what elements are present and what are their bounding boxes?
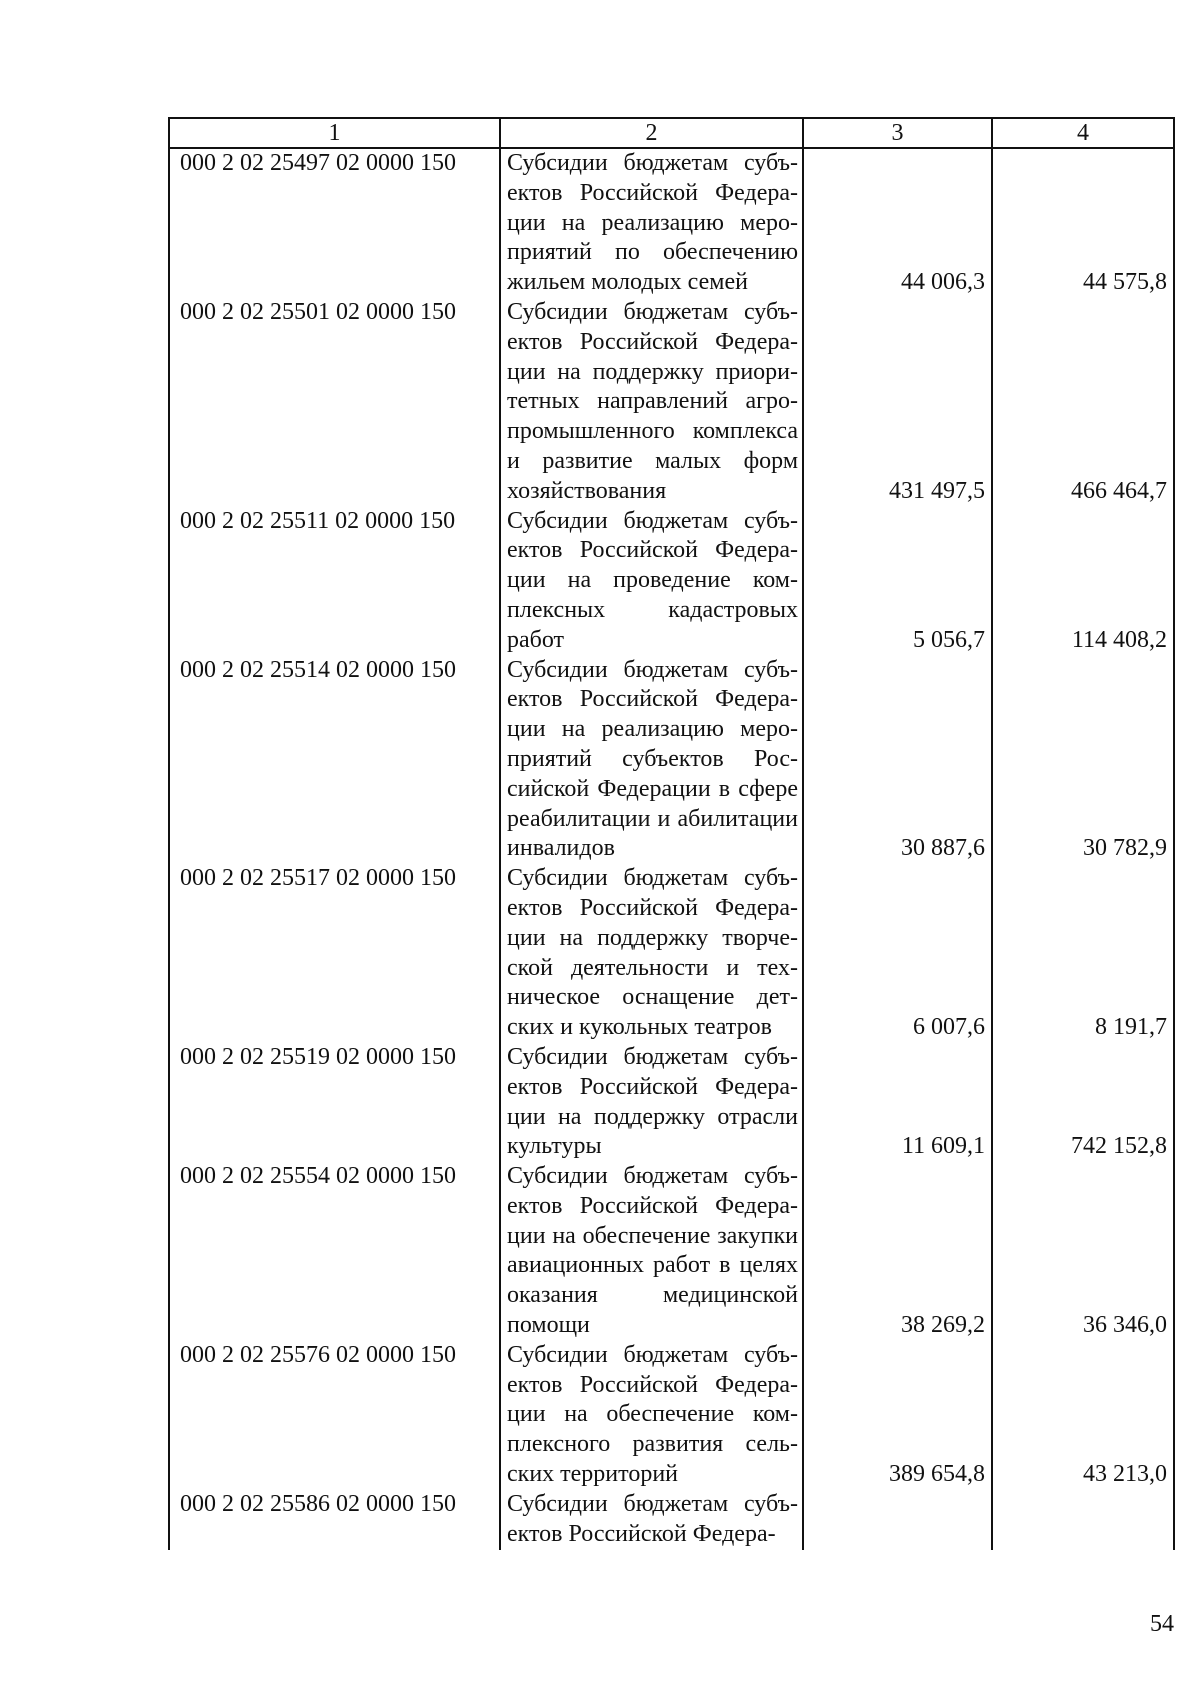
amount-col-3: 6 007,6: [803, 864, 992, 1043]
item-description: Субсидии бюджетам субъектов Российской Федерации на реализацию мероприятий субъектов Российской Федерации в сфере реабилитации и абилитации инвалидов: [500, 656, 803, 865]
budget-code: 000 2 02 25576 02 0000 150: [169, 1341, 500, 1490]
page-number: 54: [1150, 1611, 1174, 1637]
header-col-4: 4: [992, 118, 1174, 148]
budget-code: 000 2 02 25554 02 0000 150: [169, 1162, 500, 1341]
budget-code: 000 2 02 25501 02 0000 150: [169, 298, 500, 507]
table-row: [169, 656, 1174, 865]
budget-code: 000 2 02 25519 02 0000 150: [169, 1043, 500, 1162]
amount-col-4: 36 346,0: [992, 1162, 1174, 1341]
header-col-3: 3: [803, 118, 992, 148]
amount-col-3: 44 006,3: [803, 148, 992, 298]
table-row: [169, 1043, 1174, 1162]
budget-table: [168, 117, 1175, 1550]
amount-col-4: 114 408,2: [992, 507, 1174, 656]
item-description: Субсидии бюджетам субъектов Российской Федерации на обеспечение закупки авиационных работ в целях оказания медицинской помощи: [500, 1162, 803, 1341]
amount-col-4: 466 464,7: [992, 298, 1174, 507]
amount-col-3: 389 654,8: [803, 1341, 992, 1490]
budget-code: 000 2 02 25497 02 0000 150: [169, 148, 500, 298]
header-row: [169, 118, 1174, 148]
table-row: [169, 148, 1174, 298]
amount-col-3: 38 269,2: [803, 1162, 992, 1341]
table-row: [169, 507, 1174, 656]
table-row: [169, 1341, 1174, 1490]
amount-col-3: 431 497,5: [803, 298, 992, 507]
item-description: Субсидии бюджетам субъектов Российской Федерации на реализацию мероприятий по обеспечению жильем молодых семей: [500, 148, 803, 298]
amount-col-3: [803, 1490, 992, 1550]
budget-code: 000 2 02 25514 02 0000 150: [169, 656, 500, 865]
amount-col-3: 11 609,1: [803, 1043, 992, 1162]
item-description: Субсидии бюджетам субъектов Российской Федерации на обеспечение комплексного развития сельских территорий: [500, 1341, 803, 1490]
header-col-1: 1: [169, 118, 500, 148]
item-description: Субсидии бюджетам субъектов Российской Федерации на поддержку творческой деятельности и техническое оснащение детских и кукольных театров: [500, 864, 803, 1043]
budget-code: 000 2 02 25586 02 0000 150: [169, 1490, 500, 1550]
table-row: [169, 864, 1174, 1043]
budget-code: 000 2 02 25511 02 0000 150: [169, 507, 500, 656]
table-row: [169, 1490, 1174, 1550]
amount-col-4: [992, 1490, 1174, 1550]
amount-col-4: 43 213,0: [992, 1341, 1174, 1490]
amount-col-3: 30 887,6: [803, 656, 992, 865]
item-description: Субсидии бюджетам субъектов Российской Федера-: [500, 1490, 803, 1550]
item-description: Субсидии бюджетам субъектов Российской Федерации на проведение комплексных кадастровых работ: [500, 507, 803, 656]
amount-col-3: 5 056,7: [803, 507, 992, 656]
amount-col-4: 8 191,7: [992, 864, 1174, 1043]
item-description: Субсидии бюджетам субъектов Российской Федерации на поддержку приоритетных направлений агропромышленного комплекса и развитие малых форм хозяйствования: [500, 298, 803, 507]
table-row: [169, 298, 1174, 507]
item-description: Субсидии бюджетам субъектов Российской Федерации на поддержку отрасли культуры: [500, 1043, 803, 1162]
amount-col-4: 742 152,8: [992, 1043, 1174, 1162]
amount-col-4: 30 782,9: [992, 656, 1174, 865]
header-col-2: 2: [500, 118, 803, 148]
amount-col-4: 44 575,8: [992, 148, 1174, 298]
budget-table-wrapper: [168, 117, 1173, 1550]
table-row: [169, 1162, 1174, 1341]
budget-code: 000 2 02 25517 02 0000 150: [169, 864, 500, 1043]
